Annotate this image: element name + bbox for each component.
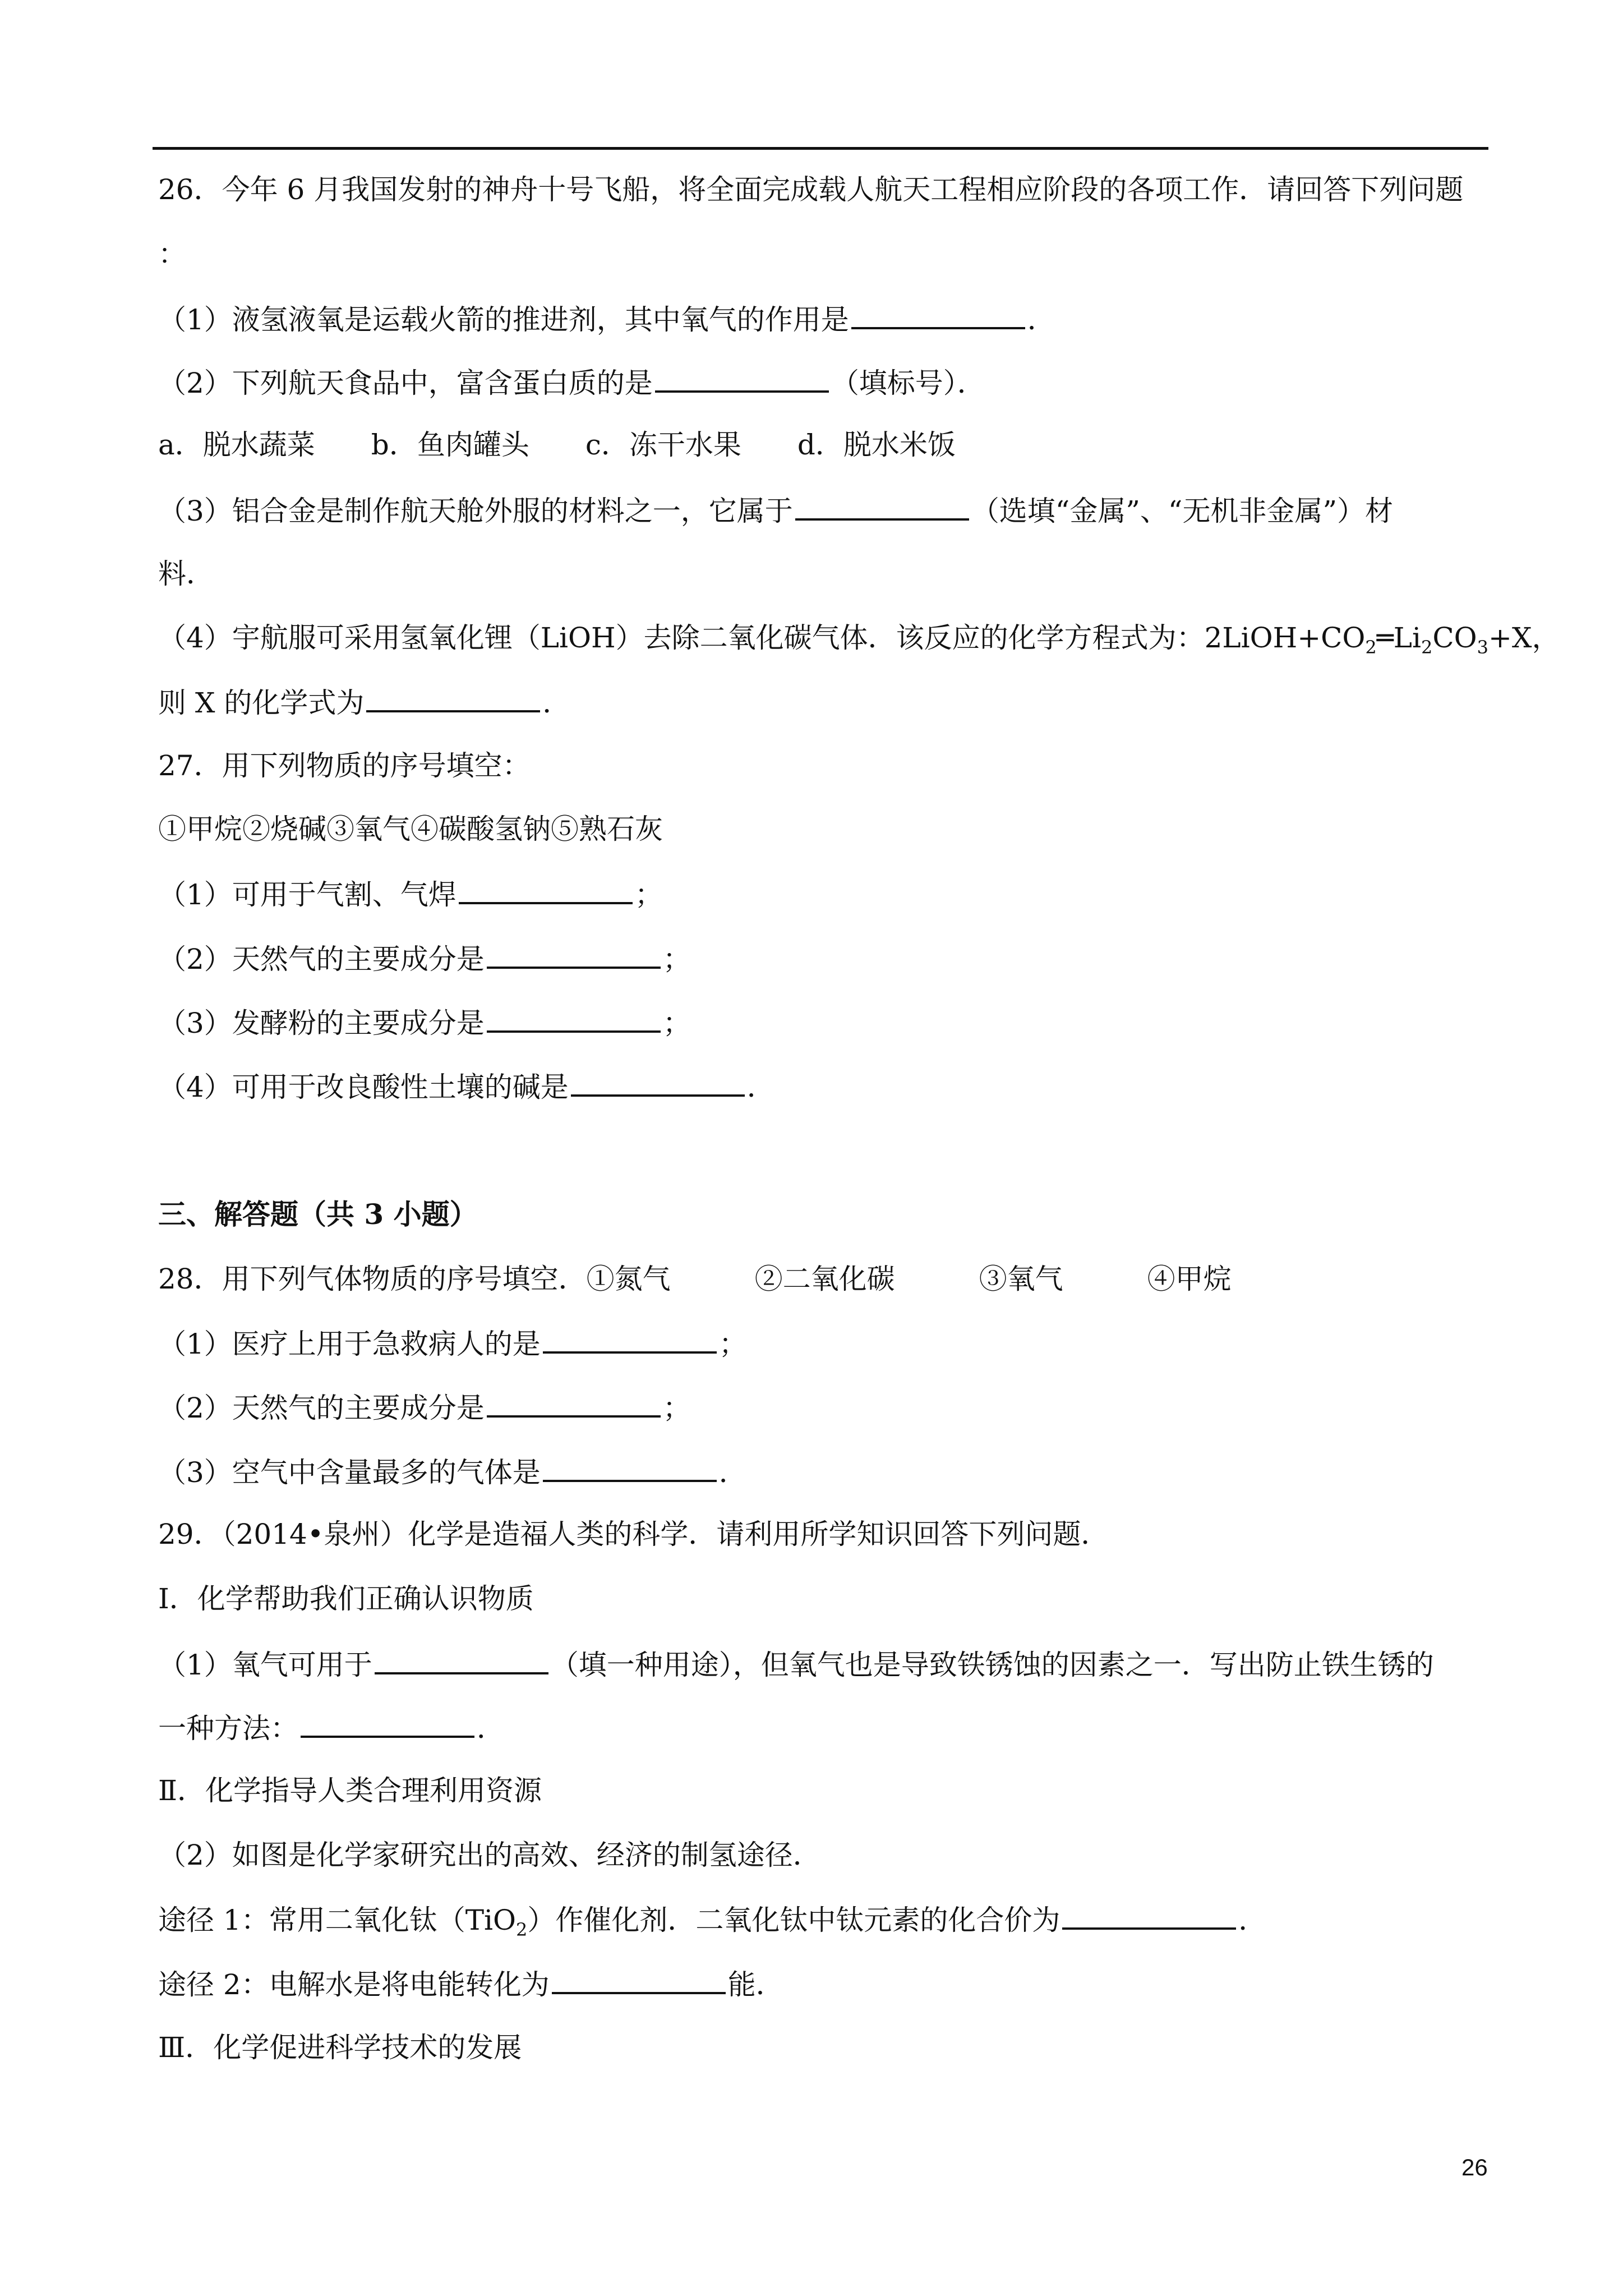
answer-blank[interactable] <box>543 1326 717 1354</box>
q26-part3 <box>158 493 1393 528</box>
q26-part2-text: （2）下列航天食品中，富含蛋白质的是 <box>158 367 653 399</box>
page-number: 26 <box>1461 2154 1488 2180</box>
q26-part4-text4: +X， <box>1488 622 1560 654</box>
q27-items: ①甲烷②烧碱③氧气④碳酸氢钠⑤熟石灰 <box>158 813 663 845</box>
q29-route1-text: 途径 1：常用二氧化钛（TiO <box>158 1904 517 1936</box>
q26-part2-end: （填标号）． <box>831 367 985 399</box>
q26-stem: 26．今年 6 月我国发射的神舟十号飞船，将全面完成载人航天工程相应阶段的各项工作．请回答下列问题 <box>158 173 1464 206</box>
subscript: 2 <box>516 1919 528 1940</box>
q26-part4 <box>158 621 1560 664</box>
q29-route1-text2: ）作催化剂．二氧化钛中钛元素的化合价为 <box>527 1904 1061 1936</box>
header-rule <box>153 147 1488 150</box>
q29-part1-text: （1）氧气可用于 <box>158 1649 372 1681</box>
answer-blank[interactable] <box>655 365 829 393</box>
q26-part4-cont-end: ． <box>542 687 571 719</box>
answer-blank[interactable] <box>1062 1902 1236 1930</box>
q26-options: a．脱水蔬菜 b．鱼肉罐头 c．冻干水果 d．脱水米饭 <box>158 429 956 461</box>
answer-blank[interactable] <box>459 876 633 904</box>
q29-part1-text2: （填一种用途），但氧气也是导致铁锈蚀的因素之一．写出防止铁生锈的 <box>550 1649 1434 1681</box>
answer-blank[interactable] <box>543 1454 717 1482</box>
q26-part3-text: （3）铝合金是制作航天舱外服的材料之一，它属于 <box>158 495 793 527</box>
q29-part1-cont <box>158 1710 505 1745</box>
answer-blank[interactable] <box>552 1966 726 1994</box>
answer-blank[interactable] <box>851 301 1025 329</box>
q27-part4-text: （4）可用于改良酸性土壤的碱是 <box>158 1071 569 1103</box>
q27-part3-end: ； <box>662 1007 691 1039</box>
q26-part3-end: （选填“金属”、“无机非金属”）材 <box>971 495 1394 527</box>
q26-part3-cont: 料． <box>158 558 214 590</box>
q27-part4-end: ． <box>746 1071 775 1103</box>
q27-part2-end: ； <box>662 943 691 976</box>
q28-part3-text: （3）空气中含量最多的气体是 <box>158 1456 541 1489</box>
answer-blank[interactable] <box>301 1710 474 1738</box>
q29-part2: （2）如图是化学家研究出的高效、经济的制氢途径． <box>158 1839 821 1871</box>
q29-section2: Ⅱ．化学指导人类合理利用资源 <box>158 1774 542 1807</box>
q29-stem: 29．（2014•泉州）化学是造福人类的科学．请利用所学知识回答下列问题． <box>158 1518 1109 1550</box>
q29-section1: I．化学帮助我们正确认识物质 <box>158 1582 534 1615</box>
q27-part2 <box>158 941 691 976</box>
q29-part1-cont-end: ． <box>477 1712 505 1745</box>
q28-part3-end: ． <box>718 1456 747 1489</box>
q28-part2-end: ； <box>662 1392 691 1424</box>
answer-blank[interactable] <box>375 1646 548 1674</box>
q26-part2 <box>158 365 985 400</box>
q28-part1 <box>158 1326 747 1361</box>
section-heading: 三、解答题（共 3 小题） <box>158 1198 478 1231</box>
q27-part4 <box>158 1069 775 1104</box>
q26-part4-text2: ═Li <box>1376 622 1421 654</box>
subscript: 2 <box>1365 637 1377 658</box>
subscript: 3 <box>1477 637 1488 658</box>
q26-part4-cont <box>158 684 570 720</box>
q27-stem: 27．用下列物质的序号填空： <box>158 749 531 782</box>
q26-part4-text3: CO <box>1432 622 1477 654</box>
q27-part1 <box>158 876 663 912</box>
q28-part2-text: （2）天然气的主要成分是 <box>158 1392 485 1424</box>
q26-part4-cont-text: 则 X 的化学式为 <box>158 687 365 719</box>
q29-route1-end: ． <box>1238 1904 1267 1936</box>
q29-route2-text: 途径 2：电解水是将电能转化为 <box>158 1968 550 2001</box>
q29-part1 <box>158 1646 1434 1682</box>
q28-stem: 28．用下列气体物质的序号填空．①氮气 ②二氧化碳 ③氧气 ④甲烷 <box>158 1263 1232 1295</box>
q29-part1-cont-text: 一种方法： <box>158 1712 298 1745</box>
answer-blank[interactable] <box>487 1005 661 1033</box>
q27-part1-text: （1）可用于气割、气焊 <box>158 878 457 911</box>
q28-part1-end: ； <box>718 1328 747 1360</box>
q29-section3: Ⅲ．化学促进科学技术的发展 <box>158 2031 522 2064</box>
answer-blank[interactable] <box>487 1389 661 1418</box>
q26-stem-end: ： <box>158 238 186 270</box>
q27-part3-text: （3）发酵粉的主要成分是 <box>158 1007 485 1039</box>
q27-part2-text: （2）天然气的主要成分是 <box>158 943 485 976</box>
q26-part1 <box>158 301 1055 337</box>
q28-part3 <box>158 1454 747 1489</box>
q29-route2-end: 能． <box>727 1968 784 2001</box>
q28-part2 <box>158 1389 691 1425</box>
q26-part1-end: ． <box>1027 303 1055 336</box>
q27-part3 <box>158 1005 691 1040</box>
answer-blank[interactable] <box>795 493 969 521</box>
q28-part1-text: （1）医疗上用于急救病人的是 <box>158 1328 541 1360</box>
q26-part4-text: （4）宇航服可采用氢氧化锂（LiOH）去除二氧化碳气体．该反应的化学方程式为：2LiOH+CO <box>158 622 1366 654</box>
q29-route2 <box>158 1966 784 2001</box>
q29-route1 <box>158 1902 1266 1947</box>
answer-blank[interactable] <box>487 941 661 969</box>
answer-blank[interactable] <box>366 684 540 712</box>
subscript: 2 <box>1421 637 1433 658</box>
answer-blank[interactable] <box>571 1069 745 1097</box>
q26-part1-text: （1）液氢液氧是运载火箭的推进剂，其中氧气的作用是 <box>158 303 849 336</box>
q27-part1-end: ； <box>634 878 663 911</box>
